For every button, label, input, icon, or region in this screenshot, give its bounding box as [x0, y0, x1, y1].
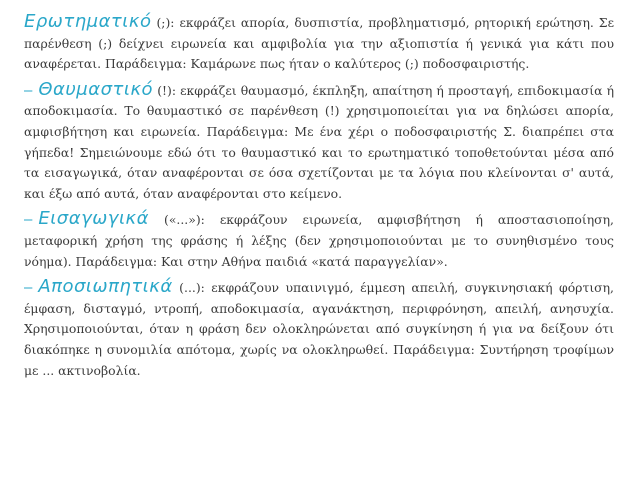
section-exclamation-mark-text: (!): εκφράζει θαυμασμό, έκπληξη, απαίτηση ή προσταγή, επιδοκιμασία ή αποδοκιμασία. Το θαυμαστικό σε παρένθεση (!) χρησιμοποιείται για να δηλώσει απορία, αμφισβήτηση και ειρωνεία. Παράδειγμα: Με ένα χέρι ο ποδοσφαιριστής Σ. διαπρέπει στα γήπεδα! Σημειώνουμε εδώ ότι το θαυμαστικό και το ερωτηματικό τοποθετούνται μέσα από τα εισαγωγικά, όταν αναφέρονται σε όσα σχετίζονται με τα λόγια που κλείνονται σ' αυτά, και έξω από αυτά, όταν αναφέρονται στο κείμενο. [24, 82, 614, 201]
section-ellipsis [24, 277, 614, 381]
bullet-dash: – [24, 279, 33, 297]
bullet-dash: – [24, 211, 33, 229]
term-ellipsis: Αποσιωπητικά [38, 276, 173, 298]
term-quotation-marks: Εισαγωγικά [38, 208, 150, 230]
section-ellipsis-text: (...): εκφράζουν υπαινιγμό, έμμεση απειλή, συγκινησιακή φόρτιση, έμφαση, δισταγμό, ντροπή, αποδοκιμασία, αγανάκτηση, περιφρόνηση, απειλή, ανησυχία. Χρησιμοποιούνται, όταν η φράση δεν ολοκληρώνεται από συγκίνηση ή για να δείξουν ότι διακόπηκε η συνομιλία απότομα, χωρίς να ολοκληρωθεί. Παράδειγμα: Συντήρηση τροφίμων με ... ακτινοβολία. [24, 280, 614, 378]
document-page [24, 12, 614, 386]
term-exclamation-mark: Θαυμαστικό [38, 78, 154, 100]
section-question-mark-text: (;): εκφράζει απορία, δυσπιστία, προβληματισμό, ρητορική ερώτηση. Σε παρένθεση (;) δείχνει ειρωνεία και αμφιβολία για την αξιοπιστία ή γενικά για κάτι που αναφέρεται. Παράδειγμα: Καμάρωνε πως ήταν ο καλύτερος (;) ποδοσφαιριστής. [24, 15, 614, 72]
section-quotation-marks-text: («...»): εκφράζουν ειρωνεία, αμφισβήτηση ή αποστασιοποίηση, μεταφορική χρήση της φράσης ή λέξης (δεν χρησιμοποιούνται με το συνηθισμένο τους νόημα). Παράδειγμα: Και στην Αθήνα παιδιά «κατά παραγγελίαν». [24, 212, 614, 269]
section-quotation-marks [24, 209, 614, 272]
section-question-mark [24, 12, 614, 75]
section-exclamation-mark [24, 80, 614, 205]
term-question-mark: Ερωτηματικό [24, 11, 152, 32]
bullet-dash: – [24, 81, 33, 99]
